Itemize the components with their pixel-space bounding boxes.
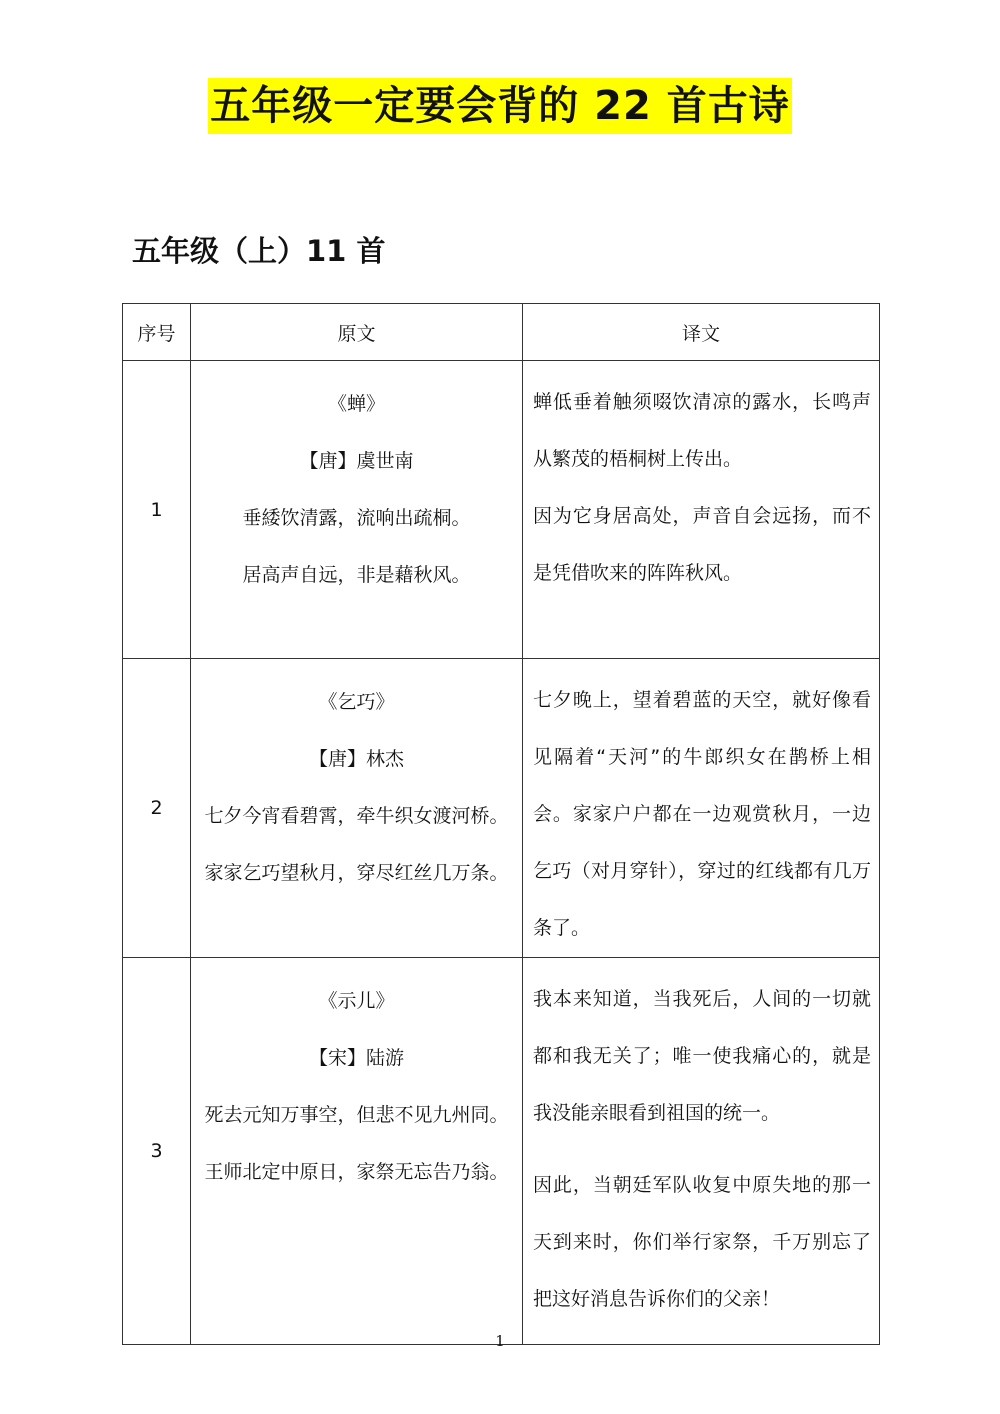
page-number: 1	[495, 1332, 505, 1350]
translation-paragraph: 七夕晚上，望着碧蓝的天空，就好像看见隔着“天河”的牛郎织女在鹊桥上相会。家家户户都在一边观赏秋月，一边乞巧（对月穿针），穿过的红线都有几万条了。	[533, 689, 871, 939]
header-translation: 译文	[523, 304, 880, 361]
header-number: 序号	[123, 304, 191, 361]
row-number: 2	[123, 659, 191, 958]
table-header-row	[123, 304, 880, 361]
poem-author: 【唐】虞世南	[299, 450, 414, 472]
poem-verse: 居高声自远，非是藉秋风。	[242, 564, 471, 586]
row-number: 1	[123, 361, 191, 659]
poem-verse: 家家乞巧望秋月，穿尽红丝几万条。	[204, 862, 509, 884]
translation-paragraph: 因为它身居高处，声音自会远扬，而不是凭借吹来的阵阵秋风。	[533, 505, 871, 584]
original-cell	[191, 958, 523, 1345]
original-cell	[191, 361, 523, 659]
table-row	[123, 361, 880, 659]
translation-paragraph: 蝉低垂着触须啜饮清凉的露水，长鸣声从繁茂的梧桐树上传出。	[533, 391, 871, 470]
poem-author: 【宋】陆游	[308, 1047, 404, 1069]
title-wrapper	[0, 78, 1000, 134]
translation-cell	[523, 361, 880, 659]
poem-verse: 垂緌饮清露，流响出疏桐。	[242, 507, 471, 529]
section-title: 五年级（上）11 首	[132, 234, 386, 268]
table-row	[123, 659, 880, 958]
poem-verse: 七夕今宵看碧霄，牵牛织女渡河桥。	[204, 805, 509, 827]
document-title: 五年级一定要会背的 22 首古诗	[208, 78, 792, 134]
translation-paragraph: 我本来知道，当我死后，人间的一切就都和我无关了；唯一使我痛心的，就是我没能亲眼看到祖国的统一。	[533, 988, 871, 1124]
poems-table	[122, 303, 880, 1345]
original-cell	[191, 659, 523, 958]
row-number: 3	[123, 958, 191, 1345]
poem-author: 【唐】林杰	[308, 748, 404, 770]
translation-paragraph: 因此，当朝廷军队收复中原失地的那一天到来时，你们举行家祭，千万别忘了把这好消息告诉你们的父亲！	[533, 1174, 871, 1310]
poem-verse: 王师北定中原日，家祭无忘告乃翁。	[204, 1161, 509, 1183]
poem-verse: 死去元知万事空，但悲不见九州同。	[204, 1104, 509, 1126]
poem-title: 《蝉》	[327, 393, 385, 415]
header-original: 原文	[191, 304, 523, 361]
table-row	[123, 958, 880, 1345]
translation-cell	[523, 958, 880, 1345]
translation-cell	[523, 659, 880, 958]
poem-title: 《乞巧》	[318, 691, 395, 713]
poem-title: 《示儿》	[318, 990, 395, 1012]
